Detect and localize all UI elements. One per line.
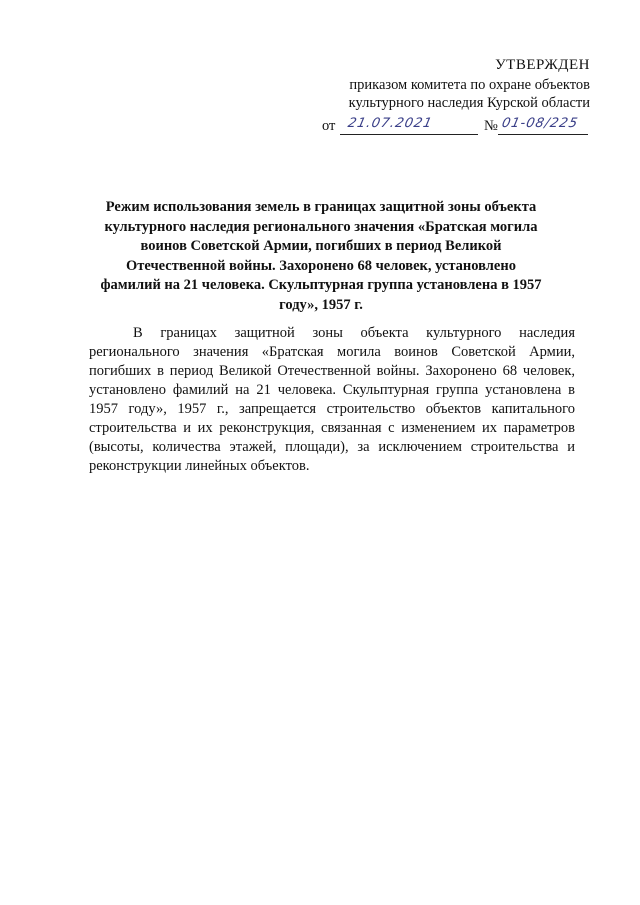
number-prefix: № — [484, 118, 498, 134]
approval-date-number-row — [322, 118, 592, 140]
approval-block — [300, 56, 590, 112]
handwritten-number: 01-08/225 — [500, 116, 580, 131]
document-title: Режим использования земель в границах защитной зоны объекта культурного наследия регионального значения «Братская могила воинов Советской Армии, погибших в период Великой Отечественной войны. Захоронено 68 человек, установлено фамилий на 21 человека. Скульптурная группа установлена в 1957 году», 1957 г. — [100, 199, 542, 313]
approval-line-1: приказом комитета по охране объектов — [349, 77, 590, 93]
body-paragraph: В границах защитной зоны объекта культурного наследия регионального значения «Братская могила воинов Советской Армии, погибших в период Великой Отечественной войны. Захоронено 68 человек, установлено фамилий на 21 человека. Скульптурная группа установлена в 1957 году», 1957 г., запрещается строительство объектов капитального строительства и их реконструкция, связанная с изменением их параметров (высоты, количества этажей, площади), за исключением строительства и реконструкции линейных объектов. — [89, 325, 575, 474]
approval-line-2: культурного наследия Курской области — [348, 95, 590, 111]
date-prefix: от — [322, 118, 336, 134]
date-underline — [340, 134, 478, 135]
number-underline — [498, 134, 588, 135]
handwritten-date: 21.07.2021 — [346, 116, 435, 131]
approval-heading: УТВЕРЖДЕН — [495, 57, 590, 73]
